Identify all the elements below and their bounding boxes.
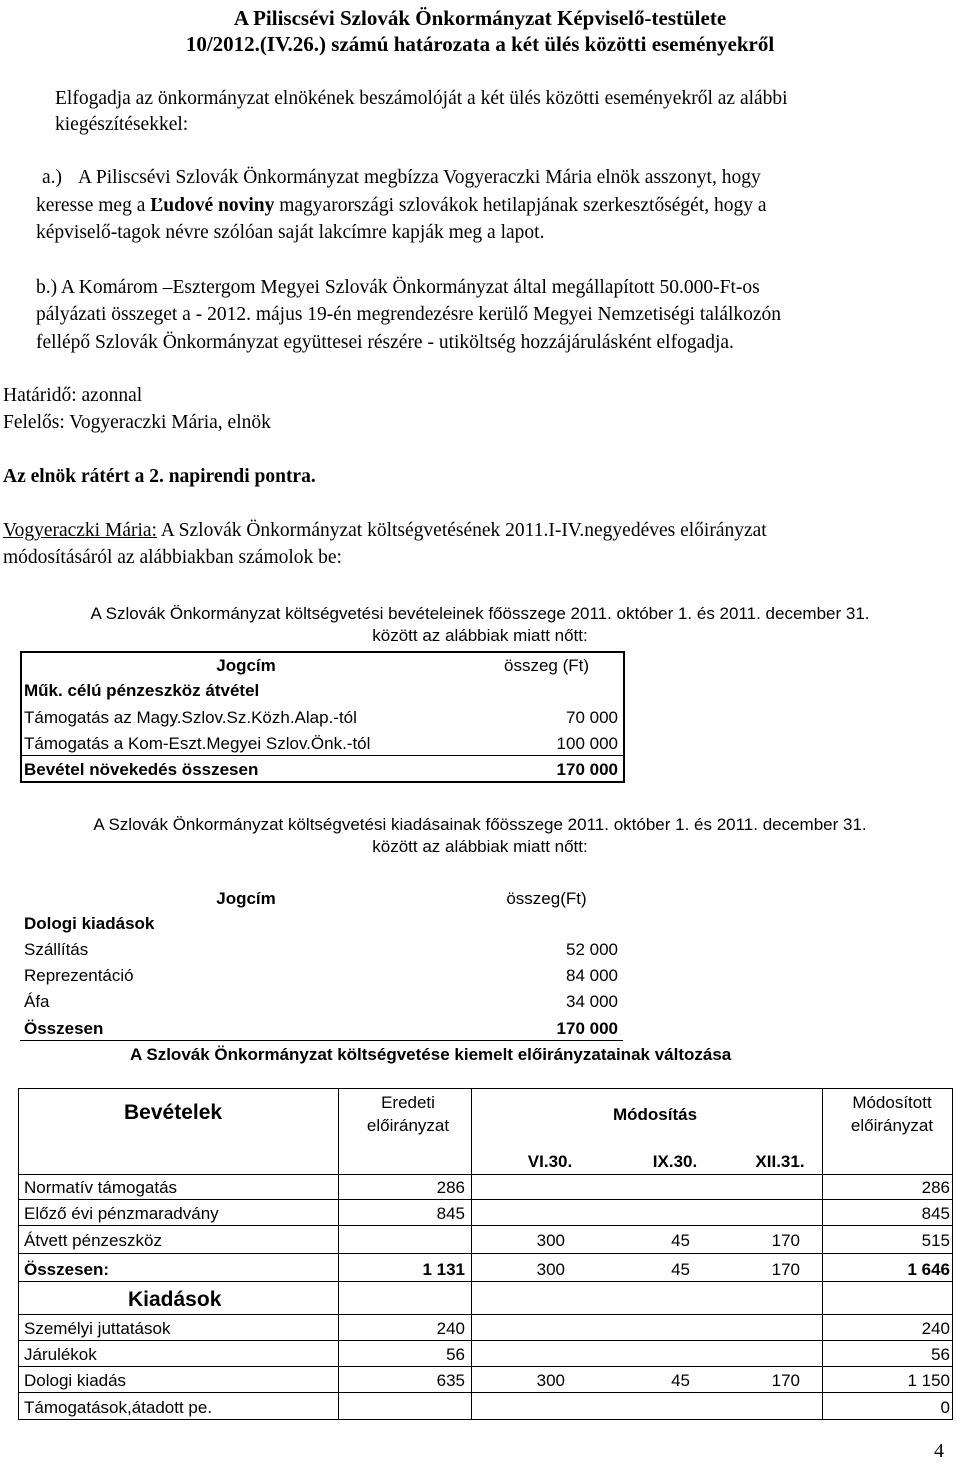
para-a-line3: képviselő-tagok névre szólóan saját lakcímre kapják meg a lapot. [36, 222, 545, 243]
deadline: Határidő: azonnal [3, 385, 143, 406]
income-row-label: Támogatás a Kom-Eszt.Megyei Szlov.Önk.-tól [24, 734, 371, 753]
income-col-jogcim: Jogcím [216, 656, 276, 675]
summary-col-original: Eredeti [381, 1093, 435, 1112]
expense-row-value: 84 000 [566, 966, 618, 985]
row-mod-1: 300 [536, 1260, 565, 1279]
row-mod-2: 45 [671, 1260, 690, 1279]
expense-row-value: 34 000 [566, 992, 618, 1011]
row-original: 56 [446, 1345, 465, 1364]
expense-row-label: Reprezentáció [24, 966, 134, 985]
row-mod-2: 45 [671, 1371, 690, 1390]
para-b-line1: b.) A Komárom –Esztergom Megyei Szlovák Önkormányzat által megállapított 50.000-Ft-os [36, 277, 760, 298]
para-b-line2: pályázati összeget a - 2012. május 19-én megrendezésre kerülő Megyei Nemzetiségi találkozón [36, 304, 782, 325]
expense-col-amount: összeg(Ft) [506, 889, 587, 908]
agenda-heading: Az elnök rátért a 2. napirendi pontra. [3, 466, 316, 487]
income-group-label: Műk. célú pénzeszköz átvétel [24, 681, 260, 700]
summary-col-modified-2: előirányzat [850, 1116, 934, 1135]
income-heading: A Szlovák Önkormányzat költségvetési bevételeinek főösszege 2011. október 1. és 2011. december 31. [90, 604, 870, 623]
summary-date-2: IX.30. [652, 1152, 698, 1171]
expense-total-label: Összesen [24, 1019, 104, 1038]
row-original: 286 [436, 1178, 465, 1197]
summary-date-3: XII.31. [755, 1152, 805, 1171]
expense-heading-2: között az alábbiak miatt nőtt: [372, 837, 588, 856]
document-title-line2: 10/2012.(IV.26.) számú határozata a két ülés közötti eseményekről [185, 32, 775, 56]
income-total-value: 170 000 [556, 760, 618, 779]
income-heading-2: között az alábbiak miatt nőtt: [372, 626, 588, 645]
expense-row-label: Szállítás [24, 940, 89, 959]
row-mod-3: 170 [771, 1260, 800, 1279]
report-line1-rest: A Szlovák Önkormányzat költségvetésének 2011.I-IV.negyedéves előirányzat [160, 520, 767, 541]
row-label: Átvett pénzeszköz [24, 1231, 162, 1250]
summary-col-modification: Módosítás [612, 1105, 698, 1124]
row-label: Normatív támogatás [24, 1178, 178, 1197]
summary-date-1: VI.30. [527, 1152, 573, 1171]
summary-title: A Szlovák Önkormányzat költségvetése kiemelt előirányzatainak változása [130, 1045, 732, 1064]
summary-col-expenses: Kiadások [128, 1288, 222, 1311]
row-modified: 286 [921, 1178, 950, 1197]
para-a-line2-post: magyarországi szlovákok hetilapjának szerkesztőségét, hogy a [279, 195, 767, 216]
row-label: Előző évi pénzmaradvány [24, 1204, 219, 1223]
row-modified: 0 [940, 1398, 950, 1417]
row-modified: 240 [921, 1319, 950, 1338]
row-label: Összesen: [24, 1260, 110, 1279]
para-a-line2 [36, 195, 767, 217]
income-row-label: Támogatás az Magy.Szlov.Sz.Közh.Alap.-tól [24, 708, 357, 727]
para-a-label: a.) [42, 167, 63, 188]
row-modified: 1 150 [907, 1371, 950, 1390]
row-label: Járulékok [24, 1345, 97, 1364]
expense-row-label: Áfa [24, 992, 50, 1011]
row-mod-3: 170 [771, 1371, 800, 1390]
para-a-line1: A Piliscsévi Szlovák Önkormányzat megbízza Vogyeraczki Mária elnök asszonyt, hogy [78, 167, 761, 188]
summary-col-revenue: Bevételek [124, 1101, 223, 1124]
expense-row-value: 52 000 [566, 940, 618, 959]
speaker-name: Vogyeraczki Mária: [3, 520, 157, 541]
para-a-line2-pre: keresse meg a [36, 195, 146, 216]
row-modified: 845 [921, 1204, 950, 1223]
report-line1 [3, 520, 767, 542]
document-title-line1: A Piliscsévi Szlovák Önkormányzat Képviselő-testülete [233, 6, 727, 30]
row-original: 240 [436, 1319, 465, 1338]
income-total-label: Bevétel növekedés összesen [24, 760, 259, 779]
expense-heading: A Szlovák Önkormányzat költségvetési kiadásainak főösszege 2011. október 1. és 2011. december 31. [93, 815, 867, 834]
page-number: 4 [934, 1440, 944, 1462]
summary-col-modified: Módosított [852, 1093, 932, 1112]
summary-col-original-2: előirányzat [366, 1116, 450, 1135]
row-original: 1 131 [422, 1260, 465, 1279]
row-modified: 56 [931, 1345, 950, 1364]
row-mod-1: 300 [536, 1231, 565, 1250]
intro-line2: kiegészítésekkel: [55, 114, 189, 135]
newspaper-name: Ľudové noviny [150, 195, 275, 216]
row-original: 845 [436, 1204, 465, 1223]
income-col-amount: összeg (Ft) [503, 656, 590, 675]
intro-line1: Elfogadja az önkormányzat elnökének beszámolóját a két ülés közötti eseményekről az alábbi [55, 88, 788, 109]
expense-col-jogcim: Jogcím [216, 889, 276, 908]
row-mod-2: 45 [671, 1231, 690, 1250]
row-mod-3: 170 [771, 1231, 800, 1250]
income-row-value: 70 000 [566, 708, 618, 727]
row-mod-1: 300 [536, 1371, 565, 1390]
row-modified: 515 [921, 1231, 950, 1250]
expense-group-label: Dologi kiadások [24, 914, 155, 933]
row-label: Támogatások,átadott pe. [24, 1398, 213, 1417]
responsible: Felelős: Vogyeraczki Mária, elnök [3, 412, 271, 433]
row-original: 635 [436, 1371, 465, 1390]
income-row-value: 100 000 [556, 734, 618, 753]
row-label: Dologi kiadás [24, 1371, 127, 1390]
expense-total-value: 170 000 [556, 1019, 618, 1038]
para-b-line3: fellépő Szlovák Önkormányzat együttesei részére - utiköltség hozzájárulásként elfogadja. [36, 332, 734, 353]
row-label: Személyi juttatások [24, 1319, 171, 1338]
report-line2: módosításáról az alábbiakban számolok be: [3, 547, 342, 568]
row-modified: 1 646 [907, 1260, 950, 1279]
